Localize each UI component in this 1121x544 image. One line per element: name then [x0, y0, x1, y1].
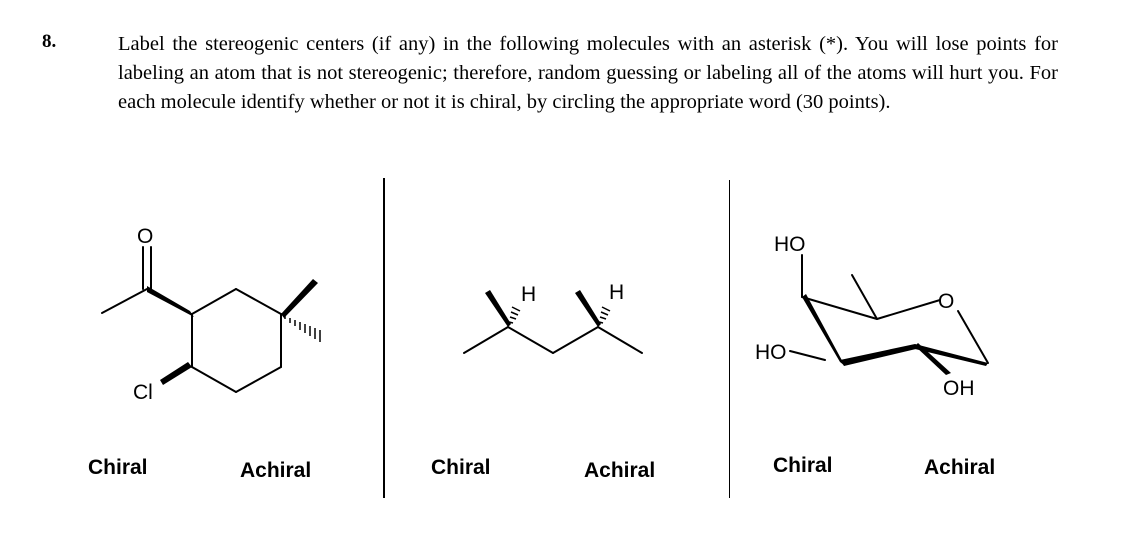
hydroxyl-label-top: HO [774, 233, 806, 256]
molecule-2-achiral-option[interactable]: Achiral [584, 459, 656, 482]
molecule-3-achiral-option[interactable]: Achiral [924, 456, 996, 479]
molecule-3-chiral-option[interactable]: Chiral [773, 454, 833, 477]
molecule-2-chiral-option[interactable]: Chiral [431, 456, 491, 479]
wedge-bond [840, 344, 916, 366]
hydrogen-label-left: H [521, 283, 537, 306]
molecule-1-achiral-option[interactable]: Achiral [240, 459, 312, 482]
wedge-bond [915, 343, 951, 375]
chlorine-label: Cl [133, 381, 153, 404]
molecule-1-chiral-option[interactable]: Chiral [88, 456, 148, 479]
hydroxyl-label-mid: HO [755, 341, 787, 364]
ring-oxygen-label: O [938, 290, 955, 313]
hydrogen-label-right: H [609, 281, 625, 304]
question-text: Label the stereogenic centers (if any) in the following molecules with an asterisk (*). You will lose points for labeling an atom that is not stereogenic; therefore, random guessing or labeling all of the atoms will hurt you. For each molecule identify whether or not it is chiral, by circling the appropriate word (30 points). [118, 33, 1058, 113]
oxygen-label: O [137, 225, 154, 248]
hydroxyl-label-bottom: OH [943, 377, 975, 400]
question-number: 8. [42, 31, 57, 52]
